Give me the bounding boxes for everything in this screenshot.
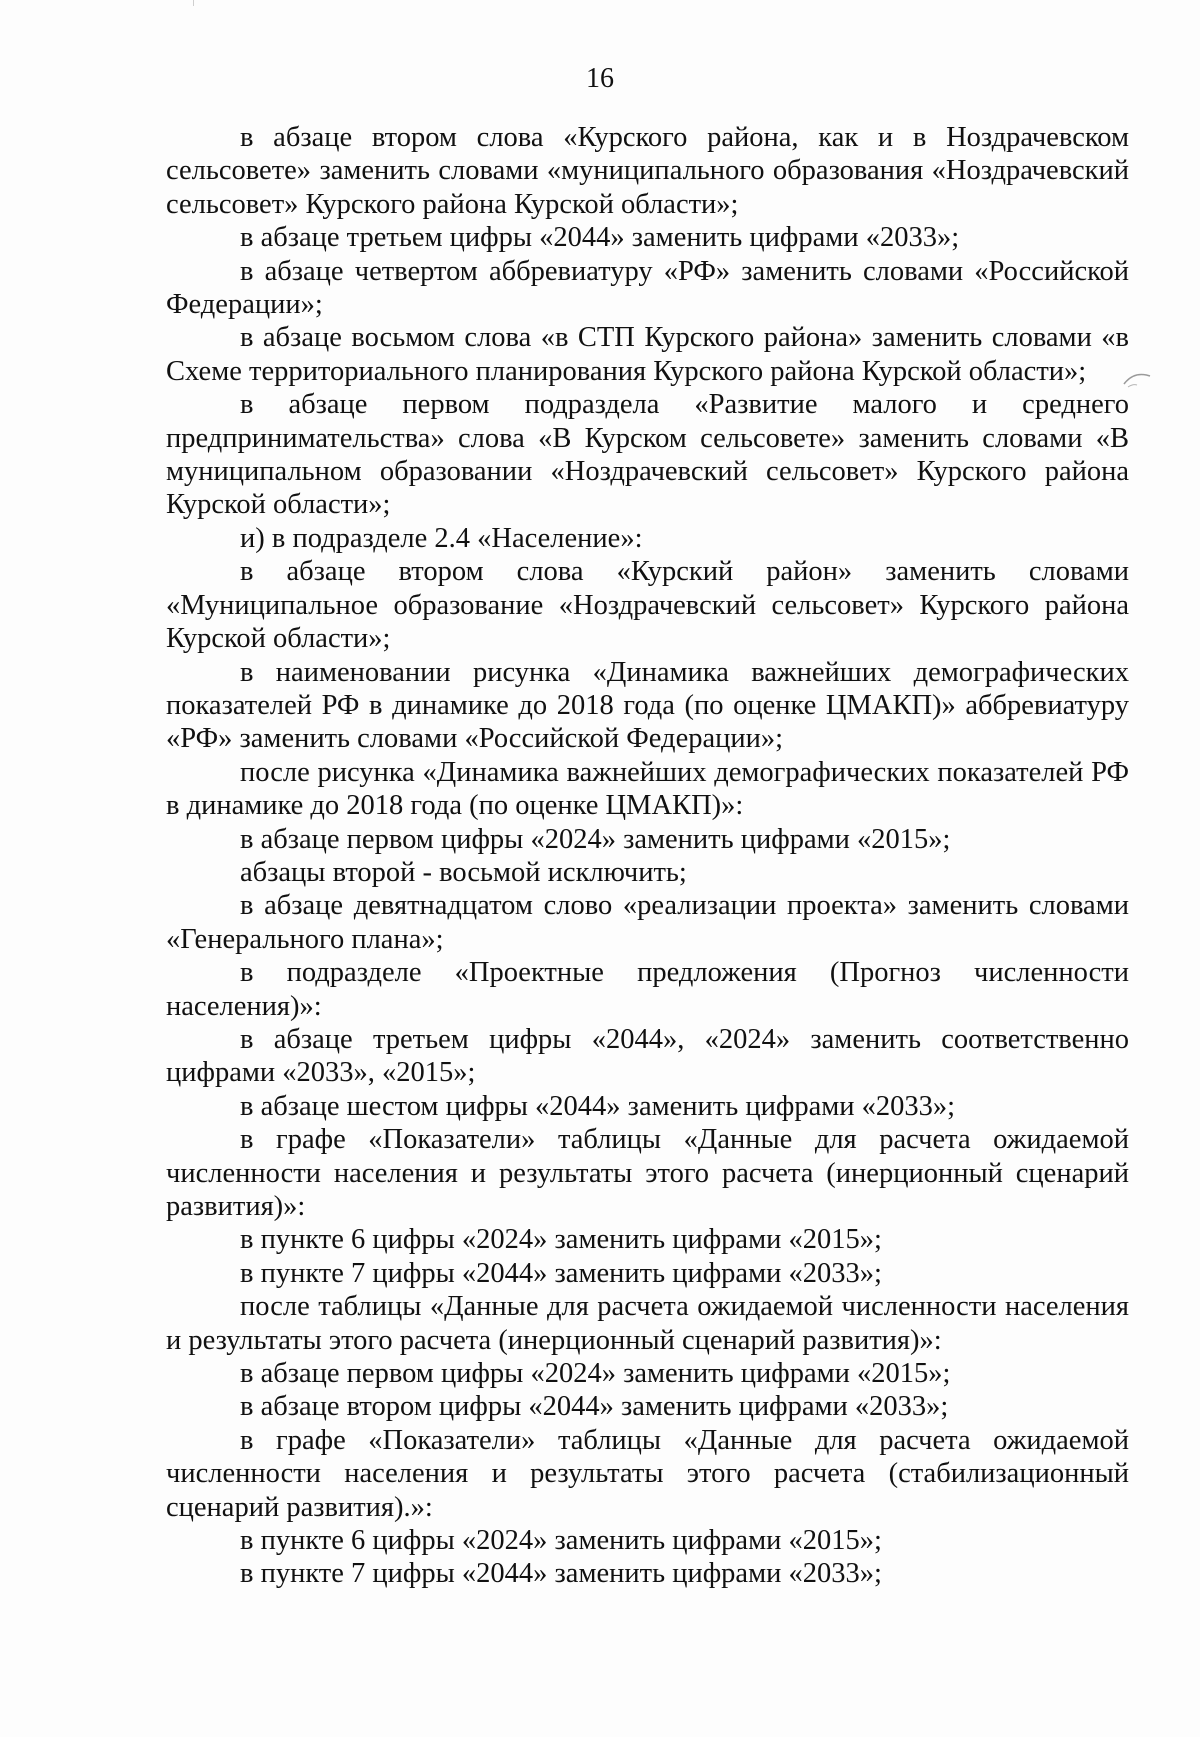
paragraph: в абзаце втором слова «Курского района, как и в Ноздрачевском сельсовете» заменить словами «муниципального образования «Ноздрачевский сельсовет» Курского района Курской области»; (166, 122, 1129, 220)
paragraph: в абзаце втором слова «Курский район» заменить словами «Муниципальное образование «Ноздрачевский сельсовет» Курского района Курской области»; (166, 556, 1129, 655)
paragraph: в абзаце восьмом слова «в СТП Курского района» заменить словами «в Схеме территориального планирования Курского района Курской области»; (166, 322, 1129, 387)
paragraph: в графе «Показатели» таблицы «Данные для расчета ожидаемой численности населения и результаты этого расчета (инерционный сценарий развития)»: (166, 1124, 1129, 1222)
paragraph: в абзаце первом цифры «2024» заменить цифрами «2015»; (240, 823, 951, 855)
paragraph: в абзаце девятнадцатом слово «реализации проекта» заменить словами «Генерального плана»; (166, 890, 1129, 955)
paragraph: в абзаце первом цифры «2024» заменить цифрами «2015»; (240, 1358, 951, 1390)
paragraph: в абзаце первом подраздела «Развитие малого и среднего предпринимательства» слова «В Курском сельсовете» заменить словами «В муниципальном образовании «Ноздрачевский сельсовет» Курского района Курской области»; (166, 389, 1129, 521)
paragraph: в графе «Показатели» таблицы «Данные для расчета ожидаемой численности населения и результаты этого расчета (стабилизационный сценарий развития).»: (166, 1424, 1129, 1523)
paragraph: в подразделе «Проектные предложения (Прогноз численности населения)»: (166, 957, 1129, 1022)
document-body (166, 121, 1129, 1591)
page-number: 16 (586, 63, 614, 94)
paragraph: в абзаце четвертом аббревиатуру «РФ» заменить словами «Российской Федерации»; (166, 255, 1129, 321)
scan-mark (193, 0, 194, 6)
paragraph: после таблицы «Данные для расчета ожидаемой численности населения и результаты этого расчета (инерционный сценарий развития)»: (166, 1291, 1129, 1356)
paragraph: в абзаце третьем цифры «2044», «2024» заменить соответственно цифрами «2033», «2015»; (166, 1023, 1129, 1089)
paragraph: в абзаце третьем цифры «2044» заменить цифрами «2033»; (240, 222, 960, 254)
paragraph: и) в подразделе 2.4 «Население»: (240, 522, 643, 554)
paragraph: в наименовании рисунка «Динамика важнейших демографических показателей РФ в динамике до 2018 года (по оценке ЦМАКП)» аббревиатуру «РФ» заменить словами «Российской Федерации»; (166, 656, 1129, 755)
paragraph: в абзаце втором цифры «2044» заменить цифрами «2033»; (240, 1391, 949, 1423)
paragraph: абзацы второй - восьмой исключить; (240, 856, 687, 888)
paragraph: в пункте 7 цифры «2044» заменить цифрами «2033»; (240, 1558, 882, 1590)
paragraph: после рисунка «Динамика важнейших демографических показателей РФ в динамике до 2018 года (по оценке ЦМАКП)»: (166, 756, 1129, 822)
paragraph: в абзаце шестом цифры «2044» заменить цифрами «2033»; (240, 1090, 956, 1122)
paragraph: в пункте 6 цифры «2024» заменить цифрами «2015»; (240, 1224, 882, 1256)
paragraph: в пункте 6 цифры «2024» заменить цифрами «2015»; (240, 1525, 882, 1557)
paragraph: в пункте 7 цифры «2044» заменить цифрами «2033»; (240, 1257, 882, 1289)
